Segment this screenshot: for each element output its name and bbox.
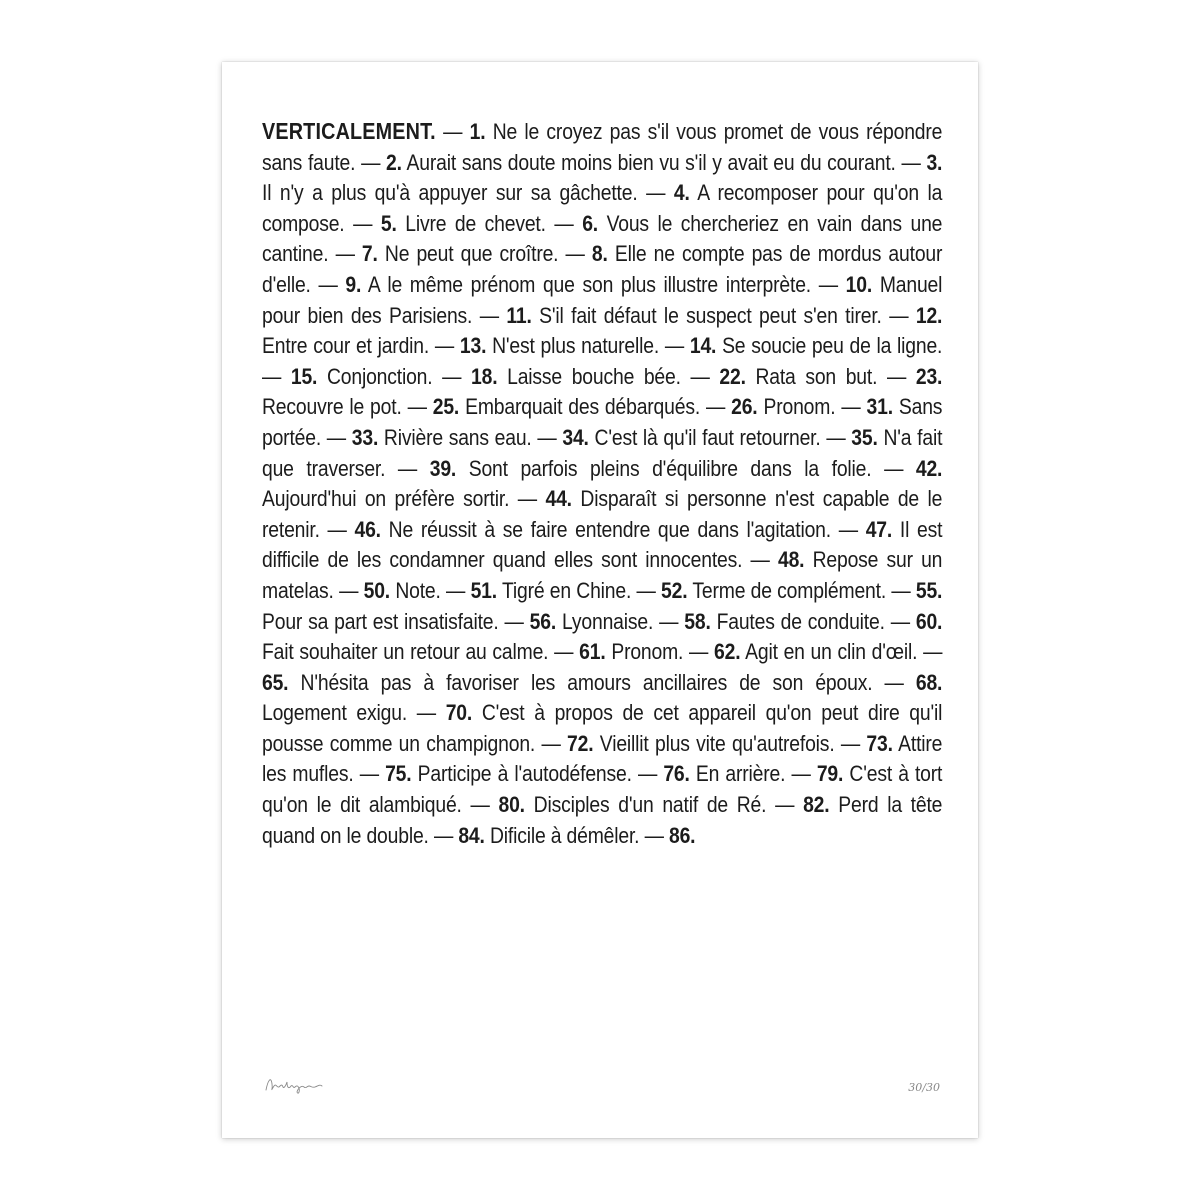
clue-text: Perd la tête quand on le double. [262,792,943,848]
clue-number: 73. [866,730,893,756]
clue-number: 50. [363,577,390,603]
clue-number: 25. [432,394,460,420]
clue-number: 1. [469,119,486,144]
clue-number: 9. [345,271,362,297]
clue-text: Vieillit plus vite qu'autrefois. [599,730,835,756]
clue-text: Lyonnaise. [562,608,654,634]
clue-text: Note. [395,577,441,603]
clue-text: Elle ne compte pas de mordus autour d'elle. [262,241,943,297]
clue-number: 82. [803,792,830,818]
clue-text: N'hésita pas à favoriser les amours ancillaires de son époux. [300,669,873,695]
clue-number: 33. [351,424,379,450]
clue-number: 10. [845,271,873,297]
clue-number: 7. [361,241,378,267]
clue-text: Sont parfois pleins d'équilibre dans la folie. [468,455,872,481]
clue-text: Fautes de conduite. [716,608,885,634]
clue-number: 65. [262,669,289,695]
clue-number: 4. [673,180,690,206]
clue-text: Repose sur un matelas. [262,547,943,603]
clue-text: Pronom. [763,394,836,420]
clue-number: 44. [545,486,572,512]
clue-number: 60. [915,608,943,634]
clue-text: Ne le croyez pas s'il vous promet de vous répondre sans faute. [262,119,943,175]
clue-number: 14. [689,333,717,359]
clue-number: 48. [777,547,805,573]
clue-text: Aujourd'hui on préfère sortir. [262,486,510,512]
clue-text: Rivière sans eau. [383,424,532,450]
clue-text: Entre cour et jardin. [262,333,430,359]
clue-number: 58. [684,608,711,634]
clue-text: Pronom. [611,639,684,665]
clue-text: Terme de complément. [692,577,887,603]
clue-number: 75. [385,761,412,787]
clue-number: 18. [471,363,498,389]
clue-text: A recomposer pour qu'on la compose. [262,180,943,236]
clue-number: 11. [506,302,532,328]
edition-number: 30/30 [908,1081,940,1094]
clue-number: 52. [661,577,688,603]
clue-number: 8. [591,241,608,267]
clue-text: A le même prénom que son plus illustre interprète. [367,271,811,297]
clue-number: 76. [663,761,690,787]
clue-text: Il est difficile de les condamner quand elles sont innocentes. [262,516,943,573]
clue-number: 22. [719,363,746,389]
clue-number: 79. [816,761,844,787]
clue-number: 39. [429,455,457,481]
clue-number: 34. [562,424,589,450]
clue-number: 80. [498,792,525,818]
clue-number: 84. [458,822,485,848]
clue-text: Disparaît si personne n'est capable de le retenir. [262,486,943,542]
clue-text: Disciples d'un natif de Ré. [533,792,767,818]
clue-text: Ne réussit à se faire entendre que dans l'agitation. [388,516,831,542]
clue-number: 42. [915,455,943,481]
print-sheet [222,62,978,1138]
clue-number: 70. [445,700,473,726]
clue-text: S'il fait défaut le suspect peut s'en tirer. [539,302,882,328]
clue-text: Conjonction. [326,363,433,389]
artist-signature [262,1070,332,1096]
clue-number: 13. [459,333,487,359]
clue-text: Manuel pour bien des Parisiens. [262,271,943,328]
clue-text: Aurait sans doute moins bien vu s'il y avait eu du courant. [406,149,896,175]
clue-text: C'est là qu'il faut retourner. [594,424,821,450]
clue-number: 26. [731,394,758,420]
clue-number: 35. [851,424,878,450]
clue-text: Attire les mufles. [262,730,943,787]
clue-text: Laisse bouche bée. [507,363,681,389]
clue-text: Sans portée. [262,394,943,450]
clue-text: En arrière. [695,761,786,787]
clue-number: 47. [865,516,893,542]
clue-number: 55. [915,577,943,603]
clue-number: 3. [926,149,943,175]
clue-text: Livre de chevet. [405,210,546,236]
clue-text: Se soucie peu de la ligne. [722,333,943,359]
clue-text: C'est à propos de cet appareil qu'on peut dire qu'il pousse comme un champignon. [262,700,943,756]
clue-number: 31. [866,394,893,420]
clue-text: N'a fait que traverser. [262,424,943,481]
clue-text: Agit en un clin d'œil. [745,639,918,665]
clue-text: Participe à l'autodéfense. [417,761,632,787]
clue-text: Rata son but. [755,363,878,389]
clue-number: 5. [380,210,397,236]
clue-text: Recouvre le pot. [262,394,402,420]
clue-number: 6. [582,210,598,236]
clue-number: 68. [915,669,943,695]
clue-number: 2. [386,149,402,175]
clue-number: 62. [714,639,741,665]
clue-text: Il n'y a plus qu'à appuyer sur sa gâchette. [262,180,638,206]
clue-text: Ne peut que croître. [384,241,559,267]
clue-number: 23. [915,363,943,389]
clue-text: Pour sa part est insatisfaite. [262,608,499,634]
clue-number: 15. [290,363,318,389]
clue-number: 56. [529,608,557,634]
clue-text: Fait souhaiter un retour au calme. [262,639,549,665]
clue-text: Embarquait des débarqués. [465,394,701,420]
clue-text: Vous le chercheriez en vain dans une cantine. [262,210,943,267]
clue-number: 86. [668,822,696,848]
clue-number: 51. [470,577,497,603]
clue-text: Tigré en Chine. [501,577,632,603]
clue-number: 61. [579,639,606,665]
clue-text: N'est plus naturelle. [492,333,660,359]
heading: VERTICALEMENT. [262,118,436,144]
clue-text: Logement exigu. [262,700,408,726]
clue-number: 46. [354,516,381,542]
crossword-clues-vertical: VERTICALEMENT. — 1. Ne le croyez pas s'il vous promet de vous répondre sans faute. — 2. Aurait sans doute moins bien vu s'il y avait eu du courant. — 3. Il n'y a plus qu'à appuyer sur sa gâchette. — 4. A recomposer pour qu'on la compose. — 5. Livre de chevet. — 6. Vous le chercheriez en vain dans une cantine. — 7. Ne peut que croître. — 8. Elle ne compte pas de mordus autour d'elle. — 9. A le même prénom que son plus illustre interprète. — 10. Manuel pour bien des Parisiens. — 11. S'il fait défaut le suspect peut s'en tirer. — 12. Entre cour et jardin. — 13. N'est plus naturelle. — 14. Se soucie peu de la ligne. — 15. Conjonction. — 18. Laisse bouche bée. — 22. Rata son but. — 23. Recouvre le pot. — 25. Embarquait des débarqués. — 26. Pronom. — 31. Sans portée. — 33. Rivière sans eau. — 34. C'est là qu'il faut retourner. — 35. N'a fait que traverser. — 39. Sont parfois pleins d'équilibre dans la folie. — 42. Aujourd'hui on préfère sortir. — 44. Disparaît si personne n'est capable de le retenir. — 46. Ne réussit à se faire entendre que dans l'agitation. — 47. Il est difficile de les condamner quand elles sont innocentes. — 48. Repose sur un matelas. — 50. Note. — 51. Tigré en Chine. — 52. Terme de complément. — 55. Pour sa part est insatisfaite. — 56. Lyonnaise. — 58. Fautes de conduite. — 60. Fait souhaiter un retour au calme. — 61. Pronom. — 62. Agit en un clin d'œil. — 65. N'hésita pas à favoriser les amours ancillaires de son époux. — 68. Logement exigu. — 70. C'est à propos de cet appareil qu'on peut dire qu'il pousse comme un champignon. — 72. Vieillit plus vite qu'autrefois. — 73. Attire les mufles. — 75. Participe à l'autodéfense. — 76. En arrière. — 79. C'est à tort qu'on le dit alambiqué. — 80. Disciples d'un natif de Ré. — 82. Perd la tête quand on le double. — 84. Dificile à démêler. — 86. [262,118,943,848]
clue-number: 72. [567,730,594,756]
clue-text: Dificile à démêler. [489,822,640,848]
clue-number: 12. [915,302,943,328]
clue-text: C'est à tort qu'on le dit alambiqué. [262,761,943,818]
